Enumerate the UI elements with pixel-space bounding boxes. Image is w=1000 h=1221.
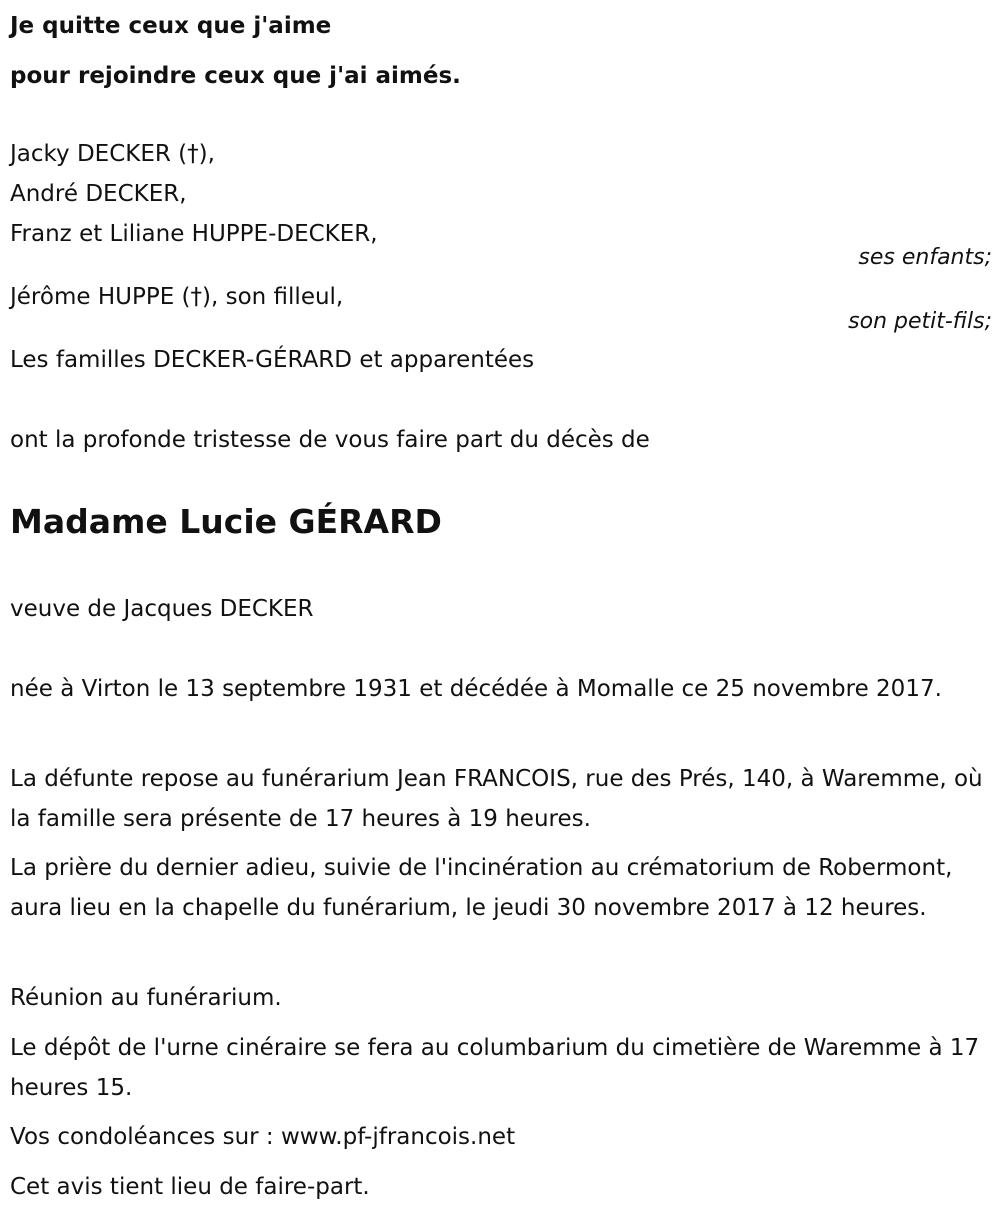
notice-line: Cet avis tient lieu de faire-part. <box>10 1174 370 1200</box>
children-role: ses enfants; <box>858 245 992 270</box>
quote-line-2: pour rejoindre ceux que j'ai aimés. <box>10 63 461 89</box>
obituary-notice <box>10 0 992 1221</box>
announcement: ont la profonde tristesse de vous faire part du décès de <box>10 427 650 453</box>
rest-paragraph: La défunte repose au funérarium Jean FRANCOIS, rue des Prés, 140, à Waremme, où la famille sera présente de 17 heures à 19 heures. <box>10 766 983 832</box>
condolences-line: Vos condoléances sur : www.pf-jfrancois.net <box>10 1124 516 1150</box>
family-relatives: Les familles DECKER-GÉRARD et apparentées <box>10 347 535 373</box>
deceased-name: Madame Lucie GÉRARD <box>10 502 442 541</box>
family-child-2: André DECKER, <box>10 181 187 207</box>
urn-paragraph: Le dépôt de l'urne cinéraire se fera au columbarium du cimetière de Waremme à 17 heures 15. <box>10 1035 980 1101</box>
family-grandchild: Jérôme HUPPE (†), son filleul, <box>10 284 344 310</box>
family-child-3: Franz et Liliane HUPPE-DECKER, <box>10 221 378 247</box>
widow-of: veuve de Jacques DECKER <box>10 596 314 622</box>
meeting-paragraph: Réunion au funérarium. <box>10 985 282 1011</box>
ceremony-paragraph: La prière du dernier adieu, suivie de l'incinération au crématorium de Robermont, aura lieu en la chapelle du funérarium, le jeudi 30 novembre 2017 à 12 heures. <box>10 855 953 921</box>
grandchild-role: son petit-fils; <box>848 309 992 334</box>
birth-death-paragraph: née à Virton le 13 septembre 1931 et décédée à Momalle ce 25 novembre 2017. <box>10 676 942 702</box>
quote-line-1: Je quitte ceux que j'aime <box>10 13 332 39</box>
family-child-1: Jacky DECKER (†), <box>10 141 215 167</box>
